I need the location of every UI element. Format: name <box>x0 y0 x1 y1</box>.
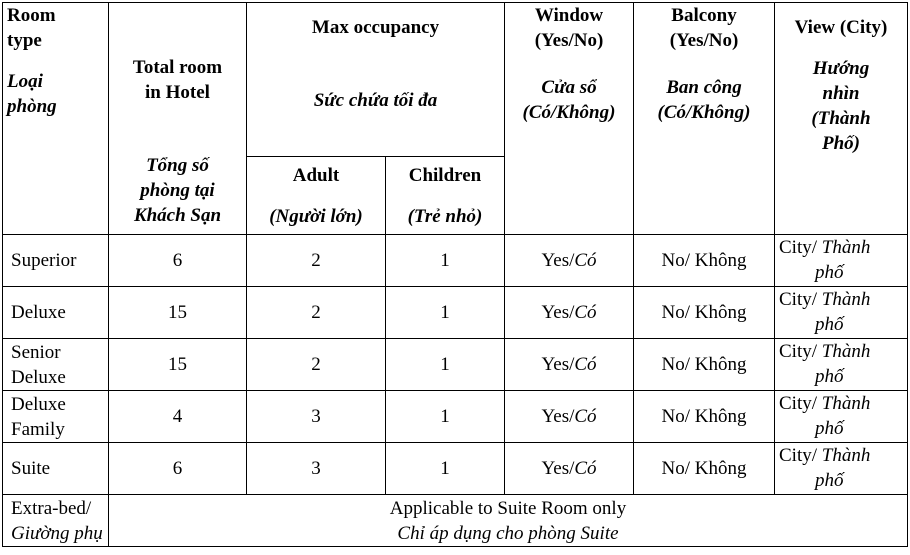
header-view-en: View (City) <box>794 17 888 38</box>
room-name-line1: Suite <box>11 458 51 479</box>
room-view <box>775 287 908 339</box>
room-children: 1 <box>386 287 505 339</box>
header-room-type-en-1: Room <box>7 5 56 26</box>
room-view-en: City/ <box>779 393 822 414</box>
room-children: 1 <box>386 235 505 287</box>
header-balcony <box>634 3 775 235</box>
room-window <box>505 287 634 339</box>
room-window <box>505 391 634 443</box>
room-balcony: No/ Không <box>634 339 775 391</box>
extra-bed-label-en: Extra-bed/ <box>11 497 92 519</box>
header-children-vi: (Trẻ nhỏ) <box>407 206 483 227</box>
room-adult: 2 <box>247 339 386 391</box>
room-children: 1 <box>386 391 505 443</box>
room-view-en: City/ <box>779 289 822 310</box>
room-view-vi-1: Thành <box>821 445 871 466</box>
room-name <box>3 443 109 495</box>
room-view <box>775 235 908 287</box>
room-adult: 2 <box>247 235 386 287</box>
room-window-vi: Có <box>574 406 597 427</box>
room-window-en: Yes/ <box>541 354 575 375</box>
header-view-vi-3: (Thành <box>811 108 871 129</box>
room-window-en: Yes/ <box>541 250 575 271</box>
header-total-room-en-1: Total room <box>132 57 223 78</box>
room-balcony: No/ Không <box>634 391 775 443</box>
table-row <box>3 287 908 339</box>
header-children-en: Children <box>408 165 482 186</box>
room-adult: 2 <box>247 287 386 339</box>
room-window <box>505 339 634 391</box>
header-max-occupancy-en: Max occupancy <box>311 17 440 38</box>
room-view-vi-2: phố <box>815 262 844 283</box>
header-total-room-vi-3: Khách Sạn <box>133 205 222 226</box>
extra-bed-note-en: Applicable to Suite Room only <box>389 497 627 519</box>
room-name <box>3 339 109 391</box>
room-total: 6 <box>109 235 247 287</box>
header-window-vi-2: (Có/Không) <box>522 102 616 123</box>
room-total: 15 <box>109 287 247 339</box>
header-adult-en: Adult <box>292 165 340 186</box>
room-total: 6 <box>109 443 247 495</box>
room-view-vi-2: phố <box>815 314 844 335</box>
header-room-type-en-2: type <box>7 30 42 51</box>
room-view-vi-2: phố <box>815 366 844 387</box>
room-view-en: City/ <box>779 341 822 362</box>
room-adult: 3 <box>247 443 386 495</box>
room-view-en: City/ <box>779 445 822 466</box>
room-window <box>505 235 634 287</box>
room-view <box>775 391 908 443</box>
room-adult: 3 <box>247 391 386 443</box>
room-view-en: City/ <box>779 237 822 258</box>
extra-bed-note <box>109 495 908 547</box>
room-balcony: No/ Không <box>634 235 775 287</box>
table-row <box>3 391 908 443</box>
room-total: 4 <box>109 391 247 443</box>
room-name-line2: Family <box>11 418 65 440</box>
room-children: 1 <box>386 339 505 391</box>
room-view-vi-2: phố <box>815 470 844 491</box>
room-name-line1: Deluxe <box>11 393 66 415</box>
extra-bed-label <box>3 495 109 547</box>
room-window-en: Yes/ <box>541 302 575 323</box>
extra-bed-row <box>3 495 908 547</box>
room-window <box>505 443 634 495</box>
room-info-table <box>2 2 908 547</box>
room-window-vi: Có <box>574 354 597 375</box>
room-name-line1: Superior <box>11 250 77 271</box>
header-view <box>775 3 908 235</box>
room-name-line1: Deluxe <box>11 302 66 323</box>
room-window-en: Yes/ <box>541 458 575 479</box>
room-name-line2: Deluxe <box>11 366 66 388</box>
header-room-type-vi-2: phòng <box>7 96 57 117</box>
room-balcony: No/ Không <box>634 443 775 495</box>
table-row <box>3 443 908 495</box>
extra-bed-note-vi: Chỉ áp dụng cho phòng Suite <box>397 522 619 544</box>
header-window-vi-1: Cửa sổ <box>541 77 597 98</box>
room-view <box>775 339 908 391</box>
room-view-vi-1: Thành <box>821 341 871 362</box>
header-balcony-en-1: Balcony <box>671 5 737 26</box>
room-view-vi-2: phố <box>815 418 844 439</box>
room-window-en: Yes/ <box>541 406 575 427</box>
header-balcony-vi-1: Ban công <box>666 77 742 98</box>
header-window-en-2: (Yes/No) <box>534 30 604 51</box>
header-view-vi-1: Hướng <box>812 58 870 79</box>
room-window-vi: Có <box>574 250 597 271</box>
header-max-occupancy <box>247 3 505 157</box>
header-room-type-vi-1: Loại <box>7 71 43 92</box>
room-view <box>775 443 908 495</box>
header-adult <box>247 157 386 235</box>
header-window-en-1: Window <box>534 5 604 26</box>
header-total-room-vi-1: Tổng số <box>146 155 209 176</box>
header-room-type <box>3 3 109 235</box>
room-window-vi: Có <box>574 458 597 479</box>
header-view-vi-4: Phố) <box>822 133 860 154</box>
extra-bed-label-vi: Giường phụ <box>11 522 103 544</box>
room-view-vi-1: Thành <box>821 237 871 258</box>
table-row <box>3 339 908 391</box>
room-view-vi-1: Thành <box>821 393 871 414</box>
header-max-occupancy-vi: Sức chứa tối đa <box>313 90 438 111</box>
header-window <box>505 3 634 235</box>
room-view-vi-1: Thành <box>821 289 871 310</box>
room-name <box>3 235 109 287</box>
header-children <box>386 157 505 235</box>
room-children: 1 <box>386 443 505 495</box>
table-row <box>3 235 908 287</box>
header-balcony-vi-2: (Có/Không) <box>657 102 751 123</box>
header-total-room <box>109 3 247 235</box>
room-name <box>3 391 109 443</box>
room-total: 15 <box>109 339 247 391</box>
header-balcony-en-2: (Yes/No) <box>669 30 739 51</box>
room-name-line1: Senior <box>11 341 61 363</box>
header-total-room-en-2: in Hotel <box>145 82 210 103</box>
room-name <box>3 287 109 339</box>
room-balcony: No/ Không <box>634 287 775 339</box>
header-adult-vi: (Người lớn) <box>269 206 363 227</box>
header-view-vi-2: nhìn <box>822 83 860 104</box>
room-window-vi: Có <box>574 302 597 323</box>
header-total-room-vi-2: phòng tại <box>140 180 215 201</box>
